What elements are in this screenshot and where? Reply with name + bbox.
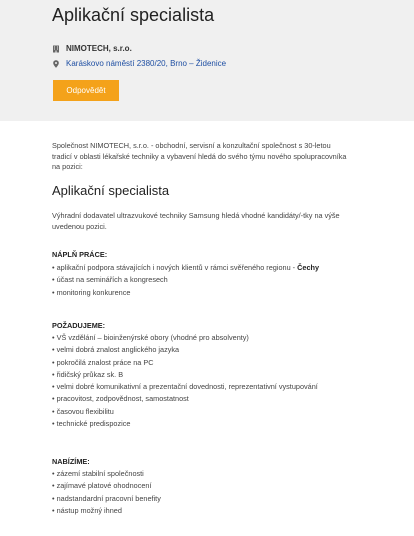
duty-text: aplikační podpora stávajících i nových klientů v rámci svěřeného regionu - <box>56 263 298 272</box>
offer-list <box>52 468 161 517</box>
job-header <box>0 0 414 121</box>
section-job-title: Aplikační specialista <box>52 183 170 198</box>
list-item: • technické predispozice <box>52 418 318 430</box>
map-pin-icon <box>52 60 60 68</box>
list-item: • pokročilá znalost práce na PC <box>52 357 318 369</box>
list-item: • nástup možný ihned <box>52 505 161 517</box>
list-item: • časovou flexibilitu <box>52 406 318 418</box>
duties-list <box>52 262 319 299</box>
requirements-list <box>52 332 318 430</box>
company-name[interactable]: NIMOTECH, s.r.o. <box>66 44 132 53</box>
list-item: • zajímavé platové ohodnocení <box>52 480 161 492</box>
lead-text: Výhradní dodavatel ultrazvukové techniky Samsung hledá vhodné kandidáty/-tky na výše uvedenou pozici. <box>52 211 340 231</box>
list-item: • pracovitost, zodpovědnost, samostatnost <box>52 393 318 405</box>
requirements-heading: POŽADUJEME: <box>52 321 106 330</box>
list-item: • VŠ vzdělání – bioinženýrské obory (vhodné pro absolventy) <box>52 332 318 344</box>
list-item: • monitoring konkurence <box>52 287 319 299</box>
region-highlight: Čechy <box>297 263 320 272</box>
building-icon <box>52 45 60 53</box>
offer-heading: NABÍZÍME: <box>52 457 90 466</box>
list-item <box>52 262 319 274</box>
list-item: • zázemí stabilní společnosti <box>52 468 161 480</box>
list-item: • řidičský průkaz sk. B <box>52 369 318 381</box>
duties-heading: NÁPLŇ PRÁCE: <box>52 250 108 259</box>
address-row <box>52 59 226 68</box>
list-item: • velmi dobrá znalost anglického jazyka <box>52 344 318 356</box>
company-address-link[interactable]: Karáskovo náměstí 2380/20, Brno – Židenice <box>66 59 227 68</box>
company-row <box>52 44 132 53</box>
list-item: • nadstandardní pracovní benefity <box>52 493 161 505</box>
apply-button[interactable]: Odpovědět <box>53 80 119 101</box>
intro-text: Společnost NIMOTECH, s.r.o. - obchodní, servisní a konzultační společnost s 30-letou tradicí v oblasti lékařské techniky a vybavení hledá do svého týmu nového spolupracovníka na pozici: <box>52 141 347 171</box>
list-item: • velmi dobré komunikativní a prezentační dovednosti, reprezentativní vystupování <box>52 381 318 393</box>
job-title: Aplikační specialista <box>52 5 215 25</box>
list-item: • účast na seminářích a kongresech <box>52 274 319 286</box>
